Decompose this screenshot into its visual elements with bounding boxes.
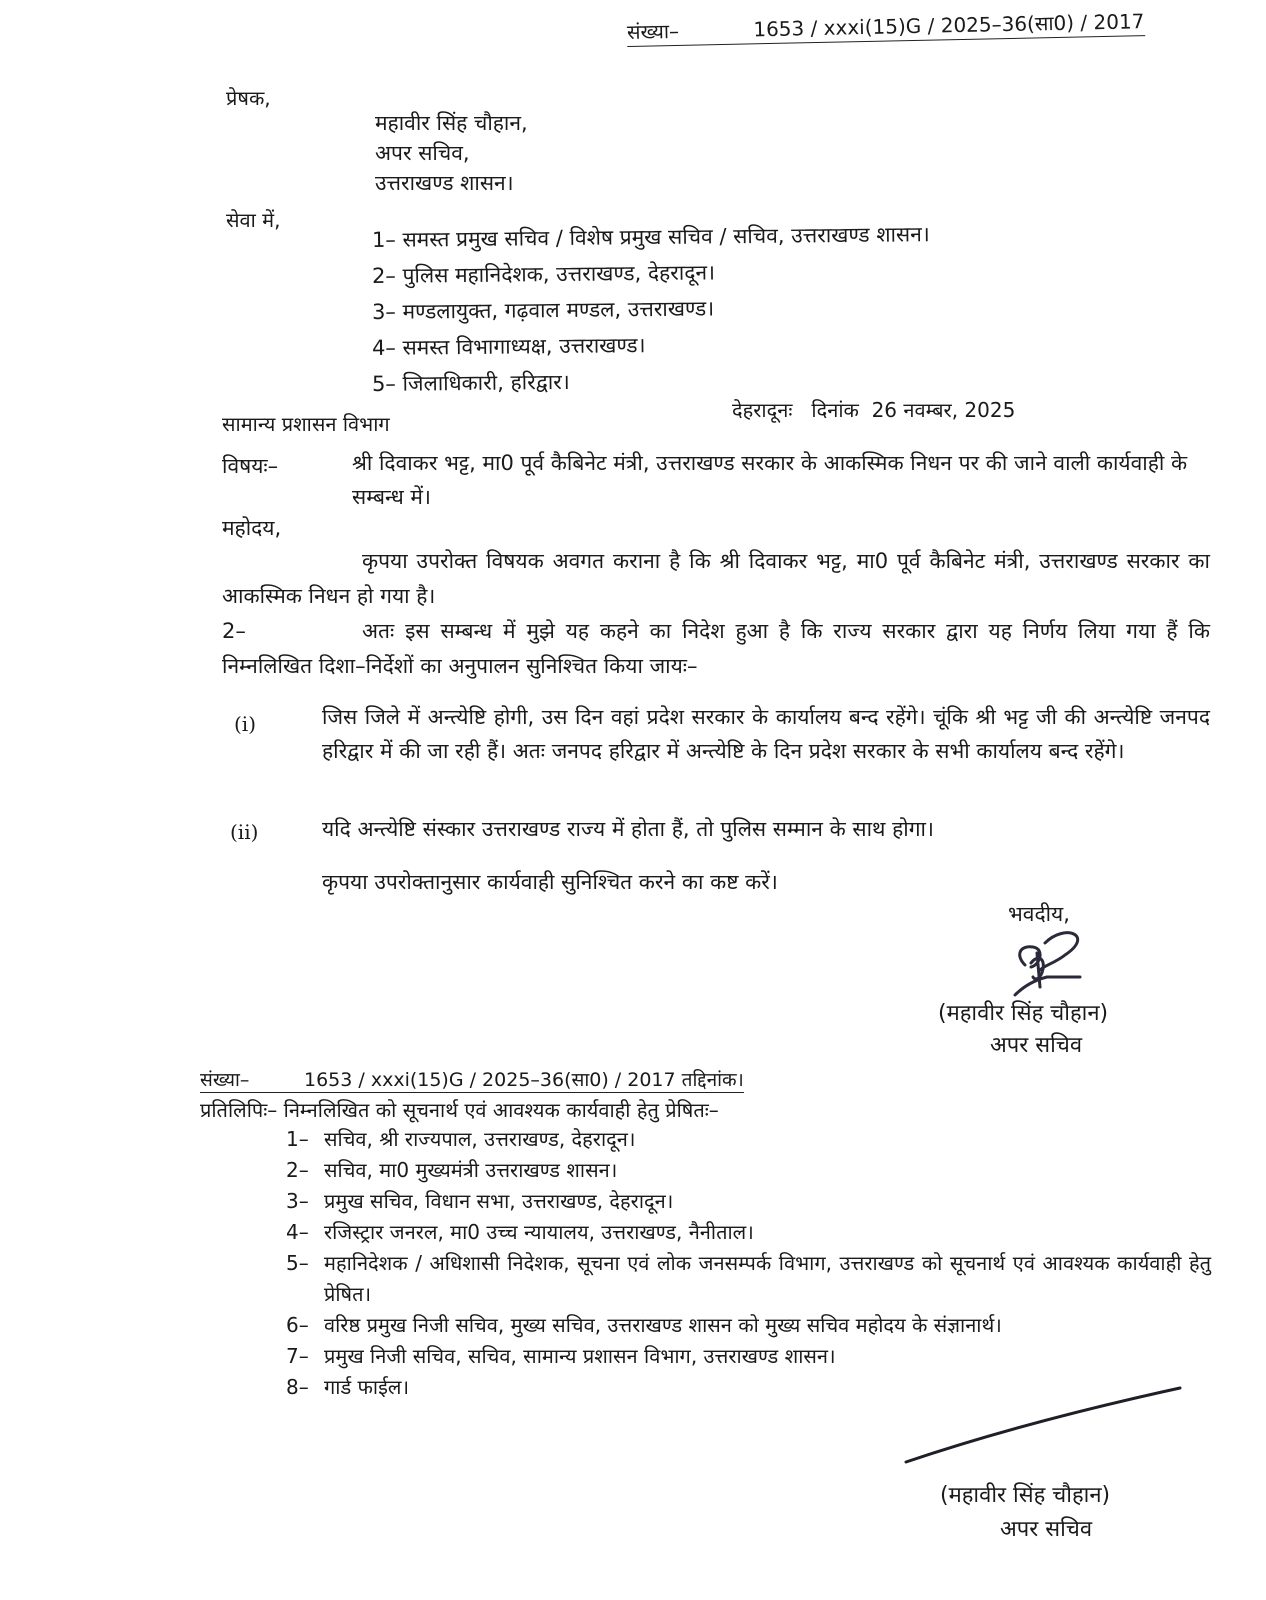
recipient-item: 2– पुलिस महानिदेशक, उत्तराखण्ड, देहरादून।: [371, 260, 716, 288]
sender-block: [375, 108, 528, 198]
directive-number: (i): [234, 712, 257, 736]
recipients-label: सेवा में,: [226, 208, 281, 232]
copy-item: 7– प्रमुख निजी सचिव, सचिव, सामान्य प्रशासन विभाग, उत्तराखण्ड शासन।: [286, 1344, 836, 1368]
copy-reference-value: 1653 / xxxi(15)G / 2025–36(सा0) / 2017 तद्दिनांक।: [304, 1069, 744, 1091]
copy-reference-label: संख्या–: [200, 1069, 250, 1091]
subject-label: विषयः–: [222, 454, 279, 478]
sender-label: प्रेषक,: [226, 86, 271, 110]
recipient-item: 5– जिलाधिकारी, हरिद्वार।: [371, 369, 570, 396]
copy-to-list: [286, 1124, 1211, 1403]
paragraph-2-text: अतः इस सम्बन्ध में मुझे यह कहने का निदेश हुआ है कि राज्य सरकार द्वारा यह निर्णय लिया गया हैं कि निम्नलिखित दिशा–निर्देशों का अनुपालन सुनिश्चित किया जायः–: [222, 619, 1210, 678]
copy-to-label: प्रतिलिपिः–: [200, 1098, 278, 1122]
recipients-list: [372, 222, 930, 402]
recipient-item: 4– समस्त विभागाध्यक्ष, उत्तराखण्ड।: [371, 333, 646, 360]
reference-label: संख्या–: [626, 18, 680, 44]
copy-item: 4– रजिस्ट्रार जनरल, मा0 उच्च न्यायालय, उत्तराखण्ड, नैनीताल।: [286, 1220, 754, 1244]
paragraph-2: [222, 614, 1210, 684]
copy-to-intro: निम्नलिखित को सूचनार्थ एवं आवश्यक कार्यवाही हेतु प्रेषितः–: [283, 1098, 719, 1122]
recipient-item: 1– समस्त प्रमुख सचिव / विशेष प्रमुख सचिव / सचिव, उत्तराखण्ड शासन।: [371, 222, 930, 252]
directive-number: (ii): [230, 820, 259, 844]
place-date: देहरादूनः दिनांक 26 नवम्बर, 2025: [732, 398, 1016, 422]
salutation: महोदय,: [222, 516, 282, 540]
signature-2-name: (महावीर सिंह चौहान): [940, 1483, 1111, 1508]
signature-designation: अपर सचिव: [990, 1033, 1083, 1058]
sender-designation: अपर सचिव,: [375, 141, 470, 165]
copy-item: 1– सचिव, श्री राज्यपाल, उत्तराखण्ड, देहरादून।: [286, 1127, 636, 1151]
signature-stroke-icon: [900, 1382, 1190, 1472]
copy-to: [200, 1096, 719, 1123]
paragraph-1: [222, 544, 1210, 614]
copy-reference: [200, 1066, 744, 1093]
sender-office: उत्तराखण्ड शासन।: [375, 171, 514, 195]
paragraph-2-number: 2–: [222, 619, 246, 643]
signature-icon: [985, 925, 1095, 1005]
department: सामान्य प्रशासन विभाग: [222, 412, 390, 436]
closing-request: कृपया उपरोक्तानुसार कार्यवाही सुनिश्चित करने का कष्ट करें।: [322, 870, 778, 894]
directive-text: जिस जिले में अन्त्येष्टि होगी, उस दिन वहां प्रदेश सरकार के कार्यालय बन्द रहेंगे। चूंकि श्री भट्ट जी की अन्त्येष्टि जनपद हरिद्वार में की जा रही हैं। अतः जनपद हरिद्वार में अन्त्येष्टि के दिन प्रदेश सरकार के सभी कार्यालय बन्द रहेंगे।: [322, 705, 1210, 763]
subject-text: श्री दिवाकर भट्ट, मा0 पूर्व कैबिनेट मंत्री, उत्तराखण्ड सरकार के आकस्मिक निधन पर की जाने वाली कार्यवाही के सम्बन्ध में।: [352, 451, 1188, 509]
directive-text: यदि अन्त्येष्टि संस्कार उत्तराखण्ड राज्य में होता हैं, तो पुलिस सम्मान के साथ होगा।: [322, 817, 934, 841]
copy-item: 8– गार्ड फाईल।: [286, 1375, 410, 1399]
valediction: भवदीय,: [1008, 902, 1070, 926]
reference-number: [627, 7, 1145, 47]
recipient-item: 3– मण्डलायुक्त, गढ़वाल मण्डल, उत्तराखण्ड।: [371, 296, 715, 324]
signature-2-designation: अपर सचिव: [1000, 1517, 1093, 1542]
copy-item: 6– वरिष्ठ प्रमुख निजी सचिव, मुख्य सचिव, उत्तराखण्ड शासन को मुख्य सचिव महोदय के संज्ञानार्थ।: [286, 1313, 1002, 1337]
copy-item: 3– प्रमुख सचिव, विधान सभा, उत्तराखण्ड, देहरादून।: [286, 1189, 674, 1213]
reference-value: 1653 / xxxi(15)G / 2025–36(सा0) / 2017: [753, 9, 1145, 42]
copy-item: 2– सचिव, मा0 मुख्यमंत्री उत्तराखण्ड शासन।: [286, 1158, 618, 1182]
signature-name: (महावीर सिंह चौहान): [938, 1001, 1109, 1026]
copy-item: 5– महानिदेशक / अधिशासी निदेशक, सूचना एवं लोक जनसम्पर्क विभाग, उत्तराखण्ड को सूचनार्थ एवं आवश्यक कार्यवाही हेतु प्रेषित।: [286, 1251, 1211, 1306]
paragraph-1-text: कृपया उपरोक्त विषयक अवगत कराना है कि श्री दिवाकर भट्ट, मा0 पूर्व कैबिनेट मंत्री, उत्तराखण्ड सरकार का आकस्मिक निधन हो गया है।: [222, 549, 1210, 608]
sender-name: महावीर सिंह चौहान,: [375, 111, 528, 135]
